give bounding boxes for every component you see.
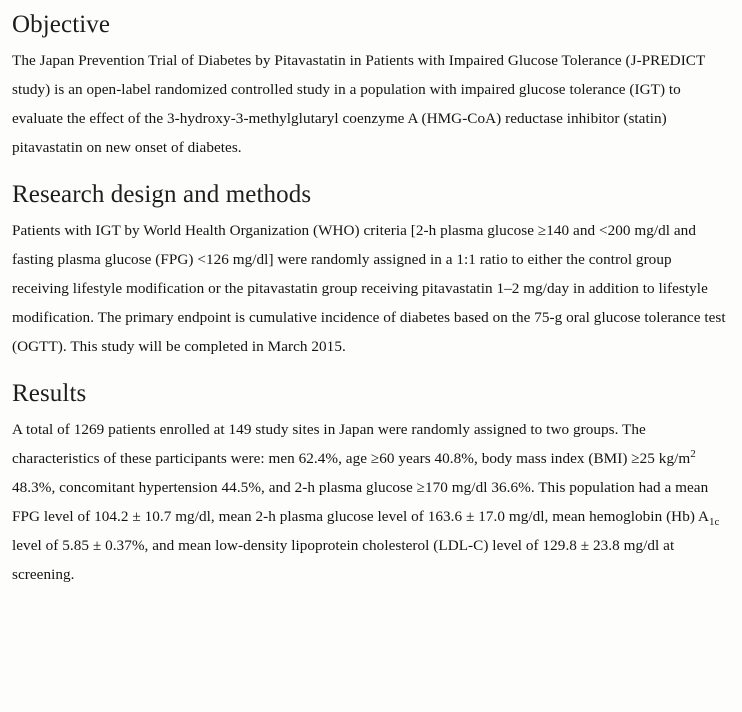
section-heading-objective: Objective <box>12 11 111 38</box>
section-heading-research-design-and-methods: Research design and methods <box>12 181 312 208</box>
section-results <box>12 379 730 589</box>
section-heading-results: Results <box>12 380 87 407</box>
section-objective <box>12 10 730 162</box>
section-paragraph-objective: The Japan Prevention Trial of Diabetes by Pitavastatin in Patients with Impaired Glucose Tolerance (J-PREDICT study) is an open-label randomized controlled study in a population with impaired glucose tolerance (IGT) to evaluate the effect of the 3-hydroxy-3-methylglutaryl coenzyme A (HMG-CoA) reductase inhibitor (statin) pitavastatin on new onset of diabetes. <box>12 52 706 156</box>
section-paragraph-results: A total of 1269 patients enrolled at 149 study sites in Japan were randomly assigned to two groups. The characteristics of these participants were: men 62.4%, age ≥60 years 40.8%, body mass index (BMI) ≥25 $kg/m^2$ 48.3%, concomitant hypertension 44.5%, and 2-h plasma glucose ≥170 mg/dl 36.6%. This population had a mean FPG level of 104.2 ± 10.7 mg/dl, mean 2-h plasma glucose level of 163.6 ± 17.0 mg/dl, mean hemoglobin (Hb) $A_{1c}$ level of 5.85 ± 0.37%, and mean low-density lipoprotein cholesterol (LDL-C) level of 129.8 ± 23.8 mg/dl at screening. <box>12 421 720 583</box>
section-paragraph-research-design-and-methods: Patients with IGT by World Health Organization (WHO) criteria [2-h plasma glucose ≥140 and <200 mg/dl and fasting plasma glucose (FPG) <126 mg/dl] were randomly assigned in a 1:1 ratio to either the control group receiving lifestyle modification or the pitavastatin group receiving pitavastatin 1–2 mg/day in addition to lifestyle modification. The primary endpoint is cumulative incidence of diabetes based on the 75-g oral glucose tolerance test (OGTT). This study will be completed in March 2015. <box>12 222 726 355</box>
section-research-design-and-methods <box>12 180 730 361</box>
